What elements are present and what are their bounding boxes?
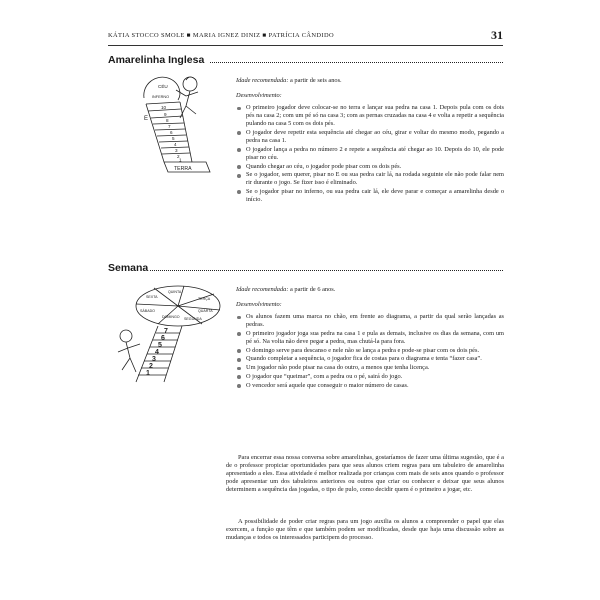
label-ceu: CÉU: [158, 84, 168, 89]
semana-illustration: [106, 282, 222, 392]
rule-item: Um jogador não pode pisar na casa do outro, a menos que tenha licença.: [236, 364, 504, 372]
section-title-dots: [210, 58, 503, 63]
hop-number: 10: [161, 105, 167, 110]
age-recommendation: [236, 286, 504, 294]
hop-number: 1: [146, 370, 150, 377]
development-heading: Desenvolvimento:: [236, 92, 282, 100]
closing-paragraph: A possibilidade de poder criar regras para um jogo auxilia os alunos a compreender o papel que elas exercem, a função que têm e que também podem ser modificadas, desde que haja uma discussão sobre as mudanças e todos os interessados participem do processo.: [226, 518, 504, 542]
running-header: [108, 30, 503, 46]
semana-drawing: [106, 282, 222, 392]
header-authors: KÁTIA STOCCO SMOLE ■ MARIA IGNEZ DINIZ ■ PATRÍCIA CÂNDIDO: [108, 32, 334, 39]
hop-number: 2: [149, 363, 153, 370]
rule-item: Os alunos fazem uma marca no chão, em frente ao diagrama, a partir da qual serão lançadas as pedras.: [236, 313, 504, 329]
hop-number: 4: [155, 349, 159, 356]
hop-number: 1: [179, 157, 182, 163]
rule-item: Se o jogador pisar no inferno, ou sua pedra cair lá, ele deve parar e começar a amarelinha desde o início.: [236, 188, 504, 204]
day-label: SEGUNDA: [184, 317, 202, 321]
hop-number: 2: [177, 154, 180, 159]
section-title-semana: Semana: [108, 262, 149, 274]
label-inferno: INFERNO: [152, 95, 170, 99]
section-title-dots: [150, 266, 503, 271]
hop-number: 3: [175, 148, 178, 153]
hop-number: 7: [168, 124, 171, 129]
rule-item: O jogador que “queimar”, com a pedra ou o pé, sairá do jogo.: [236, 373, 504, 381]
label-letter-e: E: [144, 116, 149, 122]
day-label: SÁBADO: [140, 309, 155, 313]
day-label: QUINTA: [168, 290, 182, 294]
rules-list: [236, 104, 504, 204]
age-value: a partir de seis anos.: [288, 77, 342, 84]
hop-number: 9: [164, 112, 167, 117]
rule-item: O jogador lança a pedra no número 2 e repete a sequência até chegar ao 10. Depois do 10, ele pode pisar no céu.: [236, 146, 504, 162]
development-heading: Desenvolvimento:: [236, 301, 282, 309]
day-label: TERÇA: [198, 297, 211, 301]
hopscotch-drawing: [106, 68, 222, 176]
rule-item: O jogador deve repetir esta sequência até chegar ao céu, girar e voltar do mesmo modo, pegando a pedra na casa 1.: [236, 129, 504, 145]
rule-item: O primeiro jogador deve colocar-se no terra e lançar sua pedra na casa 1. Depois pula com os dois pés na casa 2; com um pé só na casa 3; com as pernas cruzadas na casa 4 e volta a repetir a sequência pulando na casa 5 com os dois pés.: [236, 104, 504, 128]
hop-number: 8: [166, 118, 169, 123]
section1-text: [236, 77, 504, 205]
section2-text: [236, 286, 504, 390]
age-label: Idade recomendada:: [236, 77, 289, 84]
rules-list: [236, 313, 504, 389]
day-label: SEXTA: [146, 295, 158, 299]
hop-number: 5: [158, 342, 162, 349]
hopscotch-illustration: [106, 68, 222, 176]
header-rule: [108, 45, 503, 46]
hop-number: 4: [174, 142, 177, 147]
age-label: Idade recomendada:: [236, 286, 289, 293]
age-value: a partir de 6 anos.: [288, 286, 336, 293]
day-label: DOMINGO: [162, 315, 180, 319]
age-recommendation: [236, 77, 504, 85]
hop-number: 6: [170, 130, 173, 135]
hop-number: 5: [172, 136, 175, 141]
label-terra: TERRA: [174, 166, 192, 172]
hop-number: 6: [161, 335, 165, 342]
rule-item: O primeiro jogador joga sua pedra na casa 1 e pula as demais, inclusive os dias da semana, com um pé só. Na volta não deve pegar a pedra, mas chutá-la para fora.: [236, 330, 504, 346]
rule-item: Quando chegar ao céu, o jogador pode pisar com os dois pés.: [236, 163, 504, 171]
hop-number: 7: [164, 328, 168, 335]
page-number: 31: [491, 28, 503, 42]
rule-item: O domingo serve para descanso e nele não se lança a pedra e pode-se pisar com os dois pés.: [236, 347, 504, 355]
closing-paragraph: Para encerrar essa nossa conversa sobre amarelinhas, gostaríamos de fazer uma última sugestão, que é a de o professor propiciar oportunidades para que seus alunos criem regras para um tabuleiro de amarelinha apresentado a eles. Essa atividade é melhor realizada por crianças com mais de seis anos quando o professor pode apresentar um dos tabuleiros anteriores ou outros que criar ou conhecer e deixar que seus alunos determinem a sequência das jogadas, o tipo de pulo, como decidir quem é o primeiro a jogar, etc.: [226, 454, 504, 494]
hop-number: 3: [152, 356, 156, 363]
rule-item: O vencedor será aquele que conseguir o maior número de casas.: [236, 382, 504, 390]
rule-item: Se o jogador, sem querer, pisar no E ou sua pedra cair lá, na rodada seguinte ele não pode falar nem rir durante o jogo. Se fizer isso é eliminado.: [236, 171, 504, 187]
rule-item: Quando completar a sequência, o jogador fica de costas para o diagrama e tenta “fazer casa”.: [236, 355, 504, 363]
day-label: QUARTA: [198, 309, 213, 313]
section-title-amarelinha-inglesa: Amarelinha Inglesa: [108, 54, 205, 66]
